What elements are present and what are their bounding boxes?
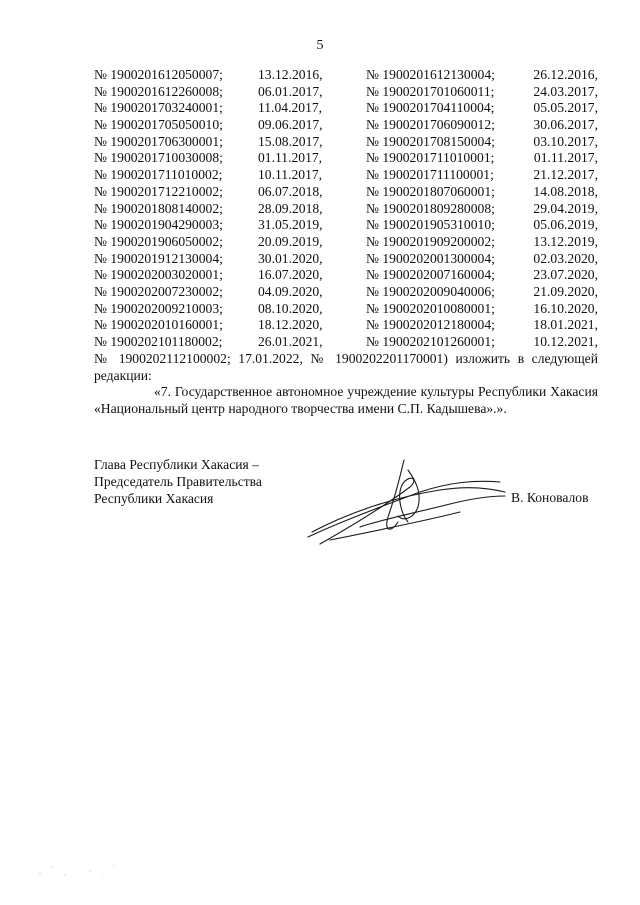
registry-number-left: № 1900202007230002; <box>94 283 223 299</box>
registry-date-left: 11.04.2017, <box>258 100 323 116</box>
table-row <box>94 117 598 134</box>
continuation-line: № 1900202112100002; 17.01.2022, № 1900202201170001) изложить в следующей <box>94 351 598 366</box>
continuation-end: редакции: <box>94 368 152 383</box>
registry-date-left: 26.01.2021, <box>258 334 323 349</box>
quote-line-1: «7. Государственное автономное учреждение культуры Республики Хакасия <box>154 384 598 399</box>
registry-date-left: 10.11.2017, <box>258 167 323 183</box>
registry-date-left: 28.09.2018, <box>258 200 323 216</box>
registry-number-right: № 1900201708150004; <box>366 133 495 149</box>
registry-date-right: 21.09.2020, <box>533 283 598 299</box>
registry-date-right: 26.12.2016, <box>533 67 598 82</box>
registry-number-right: № 1900202007160004; <box>366 267 495 283</box>
registry-date-left: 15.08.2017, <box>258 133 323 149</box>
registry-date-left: 08.10.2020, <box>258 300 323 316</box>
registry-date-right: 18.01.2021, <box>533 317 598 333</box>
registry-number-right: № 1900201809280008; <box>366 200 495 216</box>
registry-date-left: 20.09.2019, <box>258 233 323 249</box>
registry-date-right: 23.07.2020, <box>533 267 598 283</box>
registry-number-left: № 1900201904290003; <box>94 217 223 233</box>
registry-date-left: 09.06.2017, <box>258 117 323 133</box>
registry-number-left: № 1900201612050007; <box>94 67 223 82</box>
registry-date-left: 01.11.2017, <box>258 150 323 166</box>
registry-date-right: 01.11.2017, <box>533 150 598 166</box>
registry-number-right: № 1900201711010001; <box>366 150 495 166</box>
table-row <box>94 201 598 218</box>
registry-number-left: № 1900201912130004; <box>94 250 223 266</box>
table-row <box>94 84 598 101</box>
registry-date-right: 13.12.2019, <box>533 233 598 249</box>
registry-number-left: № 1900201706300001; <box>94 133 223 149</box>
registry-number-right: № 1900201704110004; <box>366 100 495 116</box>
table-row <box>94 334 598 351</box>
registry-number-left: № 1900202009210003; <box>94 300 223 316</box>
registry-number-right: № 1900202101260001; <box>366 334 495 349</box>
registry-number-right: № 1900202001300004; <box>366 250 495 266</box>
signatory-name: В. Коновалов <box>511 490 589 505</box>
signatory-title-line-1: Глава Республики Хакасия – <box>94 457 259 472</box>
signatory-title <box>94 456 262 507</box>
registry-date-left: 18.12.2020, <box>258 317 323 333</box>
registry-date-right: 10.12.2021, <box>533 334 598 349</box>
table-row <box>94 234 598 251</box>
registry-number-left: № 1900202003020001; <box>94 267 223 283</box>
table-row <box>94 301 598 318</box>
registry-number-right: № 1900202012180004; <box>366 317 495 333</box>
table-row <box>94 100 598 117</box>
table-row <box>94 251 598 268</box>
table-row <box>94 217 598 234</box>
table-row <box>94 150 598 167</box>
registry-number-right: № 1900201909200002; <box>366 233 495 249</box>
registry-number-left: № 1900201710030008; <box>94 150 223 166</box>
registry-number-right: № 1900201612130004; <box>366 67 495 82</box>
table-row <box>94 317 598 334</box>
registry-number-left: № 1900201705050010; <box>94 117 223 133</box>
registry-number-left: № 1900201808140002; <box>94 200 223 216</box>
scan-noise-speckles <box>30 855 130 885</box>
registry-number-left: № 1900201612260008; <box>94 83 223 99</box>
table-row <box>94 284 598 301</box>
registry-date-right: 05.05.2017, <box>533 100 598 116</box>
registry-date-left: 16.07.2020, <box>258 267 323 283</box>
table-row <box>94 167 598 184</box>
registry-number-right: № 1900201807060001; <box>366 183 495 199</box>
registry-number-left: № 1900201703240001; <box>94 100 223 116</box>
registry-date-right: 16.10.2020, <box>533 300 598 316</box>
registry-number-right: № 1900201711100001; <box>366 167 494 183</box>
registry-number-right: № 1900201701060011; <box>366 83 495 99</box>
registry-date-right: 14.08.2018, <box>533 183 598 199</box>
registry-date-left: 06.07.2018, <box>258 183 323 199</box>
table-row <box>94 267 598 284</box>
registry-number-left: № 1900202010160001; <box>94 317 223 333</box>
registry-date-left: 13.12.2016, <box>258 67 323 82</box>
registry-list <box>94 67 598 351</box>
quote-line-2: «Национальный центр народного творчества имени С.П. Кадышева».». <box>94 401 507 416</box>
registry-number-right: № 1900202010080001; <box>366 300 495 316</box>
registry-date-left: 04.09.2020, <box>258 283 323 299</box>
registry-number-right: № 1900201706090012; <box>366 117 495 133</box>
registry-number-left: № 1900201906050002; <box>94 233 223 249</box>
registry-date-left: 06.01.2017, <box>258 83 323 99</box>
registry-number-left: № 1900201711010002; <box>94 167 223 183</box>
table-row <box>94 184 598 201</box>
registry-date-left: 31.05.2019, <box>258 217 323 233</box>
signatory-title-line-2: Председатель Правительства <box>94 474 262 489</box>
registry-number-left: № 1900202101180002; <box>94 334 223 349</box>
signatory-title-line-3: Республики Хакасия <box>94 491 214 506</box>
registry-number-right: № 1900201905310010; <box>366 217 495 233</box>
page-number: 5 <box>316 38 324 53</box>
registry-date-right: 03.10.2017, <box>533 133 598 149</box>
registry-date-right: 05.06.2019, <box>533 217 598 233</box>
registry-date-right: 30.06.2017, <box>533 117 598 133</box>
registry-date-right: 02.03.2020, <box>533 250 598 266</box>
registry-date-right: 29.04.2019, <box>533 200 598 216</box>
registry-number-right: № 1900202009040006; <box>366 283 495 299</box>
table-row <box>94 134 598 151</box>
registry-date-right: 21.12.2017, <box>533 167 598 183</box>
registry-date-right: 24.03.2017, <box>533 83 598 99</box>
registry-number-left: № 1900201712210002; <box>94 183 223 199</box>
registry-date-left: 30.01.2020, <box>258 250 323 266</box>
table-row <box>94 67 598 84</box>
handwritten-signature <box>300 452 510 552</box>
